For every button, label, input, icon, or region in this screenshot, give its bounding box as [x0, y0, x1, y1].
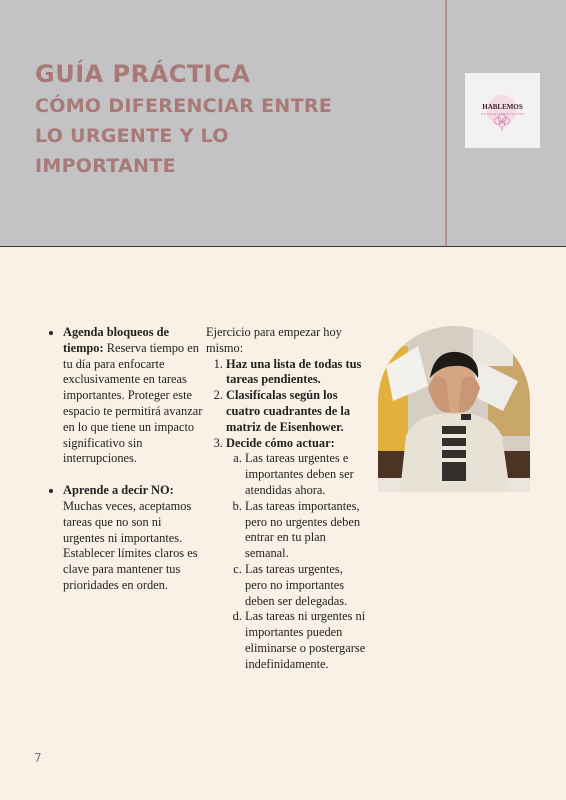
brand-logo [465, 73, 540, 148]
logo-tagline: RETROALIMENTACIÓN [480, 112, 525, 116]
tip-heading: Agenda bloqueos de tiempo: [63, 325, 170, 355]
tip-text: Muchas veces, aceptamos tareas que no son ni urgentes ni importantes. Establecer límites claros es clave para mantener tus prioridades en orden. [63, 498, 198, 592]
exercise-column [206, 325, 366, 673]
page-subtitle: CÓMO DIFERENCIAR ENTRE LO URGENTE Y LO IMPORTANTE [35, 95, 333, 177]
tip-heading: Aprende a decir NO: [63, 483, 174, 498]
logo-name: HABLEMOS [482, 103, 523, 111]
list-item: 1. Haz una lista de todas tus tareas pendientes. [226, 357, 366, 389]
list-item [63, 325, 203, 467]
page-title: GUÍA PRÁCTICA [35, 60, 251, 88]
page-number: 7 [34, 751, 42, 765]
list-item: c. Las tareas urgentes, pero no importantes deben ser delegadas. [245, 562, 366, 609]
stressed-worker-photo [378, 326, 530, 492]
exercise-intro: Ejercicio para empezar hoy mismo: [206, 325, 342, 355]
list-item: b. Las tareas importantes, pero no urgentes deben entrar en tu plan semanal. [245, 499, 366, 562]
list-item: 3. Decide cómo actuar: a. Las tareas urgentes e importantes deben ser atendidas ahora. b. Las tareas importantes, pero no urgentes deben entrar en tu plan semanal. c. Las tareas urgentes, pero no importantes deben ser delegadas. d. Las tareas ni urgentes ni importantes pueden eliminarse o postergarse indefinidamente. [226, 436, 366, 673]
list-item [63, 483, 203, 594]
list-item: d. Las tareas ni urgentes ni importantes pueden eliminarse o postergarse indefinidamente. [245, 609, 366, 672]
list-item: a. Las tareas urgentes e importantes deben ser atendidas ahora. [245, 451, 366, 498]
tips-list [48, 325, 203, 594]
tips-column [48, 325, 203, 610]
list-item: 2. Clasifícalas según los cuatro cuadrantes de la matriz de Eisenhower. [226, 388, 366, 435]
tip-text: Reserva tiempo en tu día para enfocarte exclusivamente en tareas importantes. Proteger este espacio te permitirá avanzar en lo que tiene un impacto significativo sin interrupciones. [63, 340, 203, 466]
exercise-steps [206, 357, 366, 673]
header-divider-line [445, 0, 447, 246]
action-substeps [226, 451, 366, 672]
